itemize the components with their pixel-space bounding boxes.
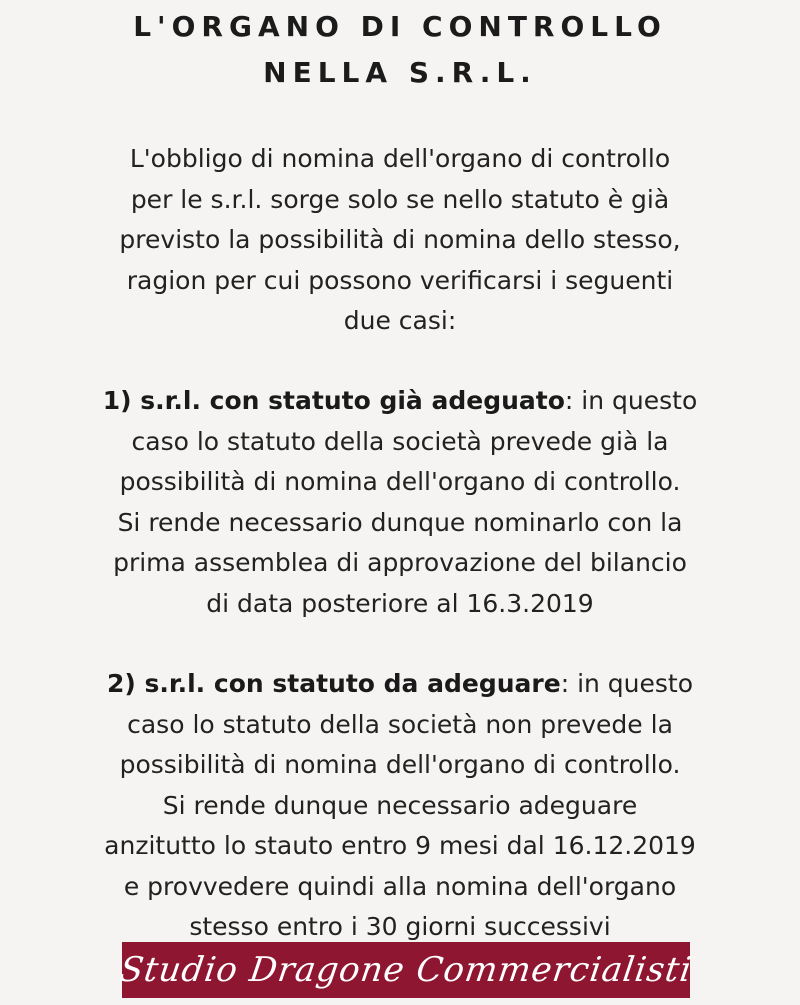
case1-line: prima assemblea di approvazione del bilancio [113,548,687,577]
studio-banner [117,942,695,998]
case1-line: Si rende necessario dunque nominarlo con la [117,507,683,537]
intro-line: previsto la possibilità di nomina dello stesso, [119,225,681,254]
intro-paragraph [80,139,720,342]
case2-line: anzitutto lo stauto entro 9 mesi dal 16.12.2019 [104,831,696,860]
case2-paragraph [80,664,720,948]
page-title-line1: L'ORGANO DI CONTROLLO [133,10,667,43]
case2-line: possibilità di nomina dell'organo di controllo. [119,750,681,779]
case1-lead: : in questo [564,386,698,415]
case1-heading: 1) s.r.l. con statuto già adeguato [102,386,565,415]
case2-line: caso lo statuto della società non prevede la [127,709,673,739]
case2-line: stesso entro i 30 giorni successivi [189,912,611,941]
case1-line: di data posteriore al 16.3.2019 [206,588,594,618]
case2-heading: 2) s.r.l. con statuto da adeguare [106,669,561,698]
intro-line: ragion per cui possono verificarsi i seguenti [126,265,674,295]
case1-paragraph [80,381,720,624]
page-title-line2: NELLA S.R.L. [263,56,537,89]
studio-logo-text: Studio Dragone Commercialisti [117,950,695,990]
intro-line: L'obbligo di nomina dell'organo di controllo [129,144,671,173]
case2-first-line [80,664,720,705]
case2-lead: : in questo [560,669,694,698]
case1-first-line [80,381,720,422]
case1-line: caso lo statuto della società prevede già la [131,426,669,456]
case1-line: possibilità di nomina dell'organo di controllo. [119,467,681,496]
case2-line: Si rende dunque necessario adeguare [162,790,638,820]
case2-line: e provvedere quindi alla nomina dell'organo [123,871,677,901]
intro-line: per le s.r.l. sorge solo se nello statuto è già [130,184,670,214]
intro-line: due casi: [343,306,457,335]
